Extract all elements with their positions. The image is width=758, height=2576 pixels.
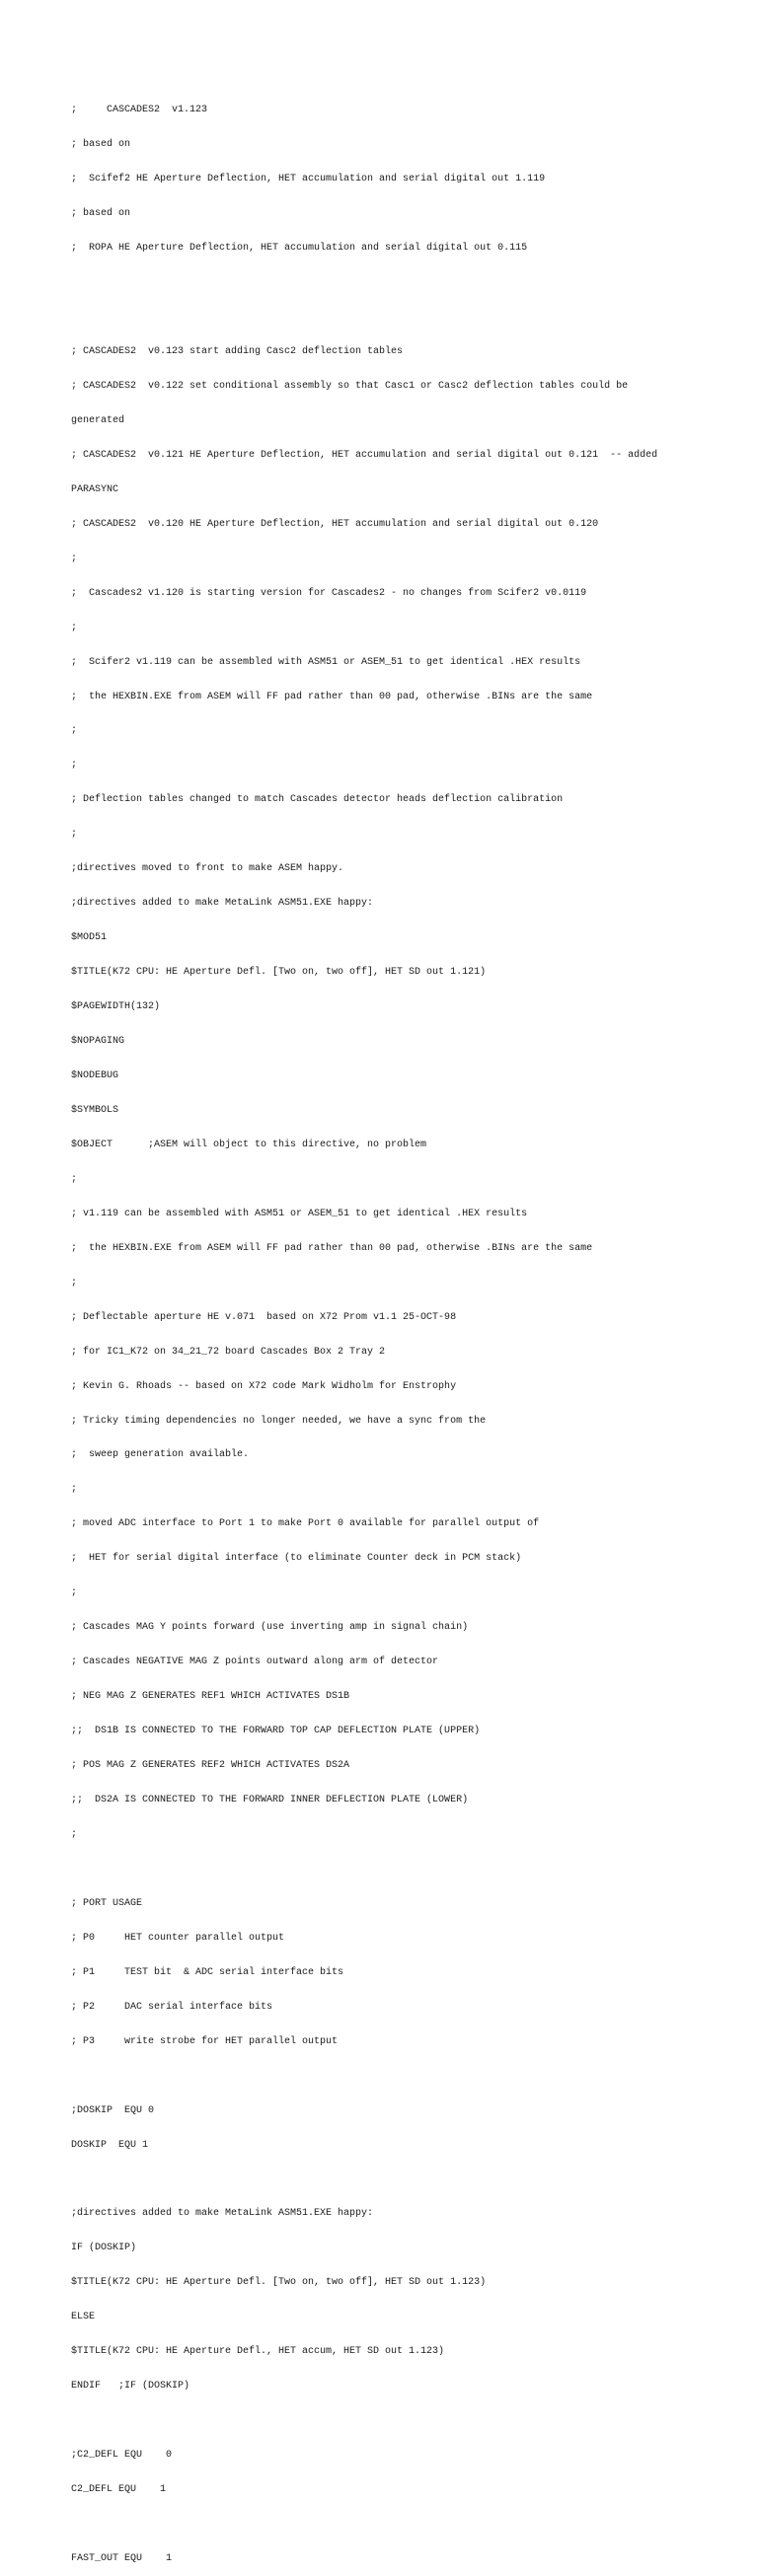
code-line: ; Scifer2 v1.119 can be assembled with ASM51 or ASEM_51 to get identical .HEX results <box>71 656 581 668</box>
code-line: ; Kevin G. Rhoads -- based on X72 code Mark Widholm for Enstrophy <box>71 1380 457 1392</box>
code-line: ; P2 DAC serial interface bits <box>71 2001 273 2013</box>
code-line <box>71 277 742 289</box>
code-line: ; NEG MAG Z GENERATES REF1 WHICH ACTIVATES DS1B <box>71 1691 350 1703</box>
code-line: DOSKIP EQU 1 <box>71 2139 149 2151</box>
code-line: ;directives moved to front to make ASEM happy. <box>71 863 344 875</box>
code-line: ; CASCADES2 v0.121 HE Aperture Deflection, HET accumulation and serial digital out 0.121 -- added <box>71 449 658 461</box>
code-line: ; v1.119 can be assembled with ASM51 or ASEM_51 to get identical .HEX results <box>71 1208 528 1219</box>
code-line: ; <box>71 622 78 633</box>
code-line: ;directives added to make MetaLink ASM51.EXE happy: <box>71 2208 374 2220</box>
code-line: ; for IC1_K72 on 34_21_72 board Cascades Box 2 Tray 2 <box>71 1346 386 1358</box>
code-line: ; based on <box>71 139 131 151</box>
code-line: ; <box>71 760 78 772</box>
code-line: ; <box>71 725 78 737</box>
code-line: ; Scifef2 HE Aperture Deflection, HET accumulation and serial digital out 1.119 <box>71 174 546 185</box>
code-line: ; HET for serial digital interface (to eliminate Counter deck in PCM stack) <box>71 1553 522 1565</box>
code-line: ; CASCADES2 v0.122 set conditional assembly so that Casc1 or Casc2 deflection tables could be <box>71 380 629 392</box>
code-line: ; Cascades NEGATIVE MAG Z points outward along arm of detector <box>71 1656 439 1668</box>
code-line: ; <box>71 1173 78 1185</box>
code-line: ; P3 write strobe for HET parallel output <box>71 2035 339 2047</box>
code-line: ; <box>71 829 78 841</box>
code-line: $PAGEWIDTH(132) <box>71 1001 161 1013</box>
code-line: FAST_OUT EQU 1 <box>71 2552 173 2564</box>
code-line: $TITLE(K72 CPU: HE Aperture Defl., HET accum, HET SD out 1.123) <box>71 2346 445 2358</box>
code-line: ;C2_DEFL EQU 0 <box>71 2450 173 2462</box>
code-line: ; CASCADES2 v1.123 <box>71 105 208 116</box>
code-line <box>71 2071 742 2083</box>
code-line: ;; DS1B IS CONNECTED TO THE FORWARD TOP CAP DEFLECTION PLATE (UPPER) <box>71 1726 481 1737</box>
code-line: $MOD51 <box>71 932 108 944</box>
code-line <box>71 2174 742 2186</box>
code-line <box>71 312 742 324</box>
code-line: ; ROPA HE Aperture Deflection, HET accumulation and serial digital out 0.115 <box>71 243 528 255</box>
code-line <box>71 1864 742 1876</box>
code-line: ; <box>71 1484 78 1496</box>
code-line: $TITLE(K72 CPU: HE Aperture Defl. [Two on, two off], HET SD out 1.121) <box>71 967 487 979</box>
code-line: ;; DS2A IS CONNECTED TO THE FORWARD INNER DEFLECTION PLATE (LOWER) <box>71 1795 469 1806</box>
code-line: ; the HEXBIN.EXE from ASEM will FF pad rather than 00 pad, otherwise .BINs are the same <box>71 1242 593 1254</box>
code-line: generated <box>71 414 125 426</box>
code-line: ; POS MAG Z GENERATES REF2 WHICH ACTIVATES DS2A <box>71 1760 350 1772</box>
code-line: ; based on <box>71 208 131 220</box>
code-line: ; <box>71 1277 78 1288</box>
code-line: ;directives added to make MetaLink ASM51.EXE happy: <box>71 898 374 910</box>
code-line: ; Cascades MAG Y points forward (use inverting amp in signal chain) <box>71 1622 469 1634</box>
code-line: ; CASCADES2 v0.123 start adding Casc2 deflection tables <box>71 345 404 357</box>
code-line: IF (DOSKIP) <box>71 2243 137 2254</box>
code-line: ; Deflection tables changed to match Cascades detector heads deflection calibration <box>71 794 564 806</box>
code-line: ; moved ADC interface to Port 1 to make Port 0 available for parallel output of <box>71 1518 540 1530</box>
code-line: ;DOSKIP EQU 0 <box>71 2104 155 2116</box>
code-line: ; <box>71 1587 78 1599</box>
code-line: ; sweep generation available. <box>71 1449 250 1461</box>
source-code-listing <box>71 82 742 2576</box>
code-line: ; PORT USAGE <box>71 1897 143 1909</box>
code-line: C2_DEFL EQU 1 <box>71 2484 167 2496</box>
code-line: ENDIF ;IF (DOSKIP) <box>71 2381 190 2392</box>
code-line: ; Tricky timing dependencies no longer needed, we have a sync from the <box>71 1415 487 1427</box>
code-line: $NODEBUG <box>71 1070 119 1081</box>
code-line: ; Cascades2 v1.120 is starting version for Cascades2 - no changes from Scifer2 v0.0119 <box>71 587 587 599</box>
code-line: ; P0 HET counter parallel output <box>71 1932 285 1944</box>
code-line: $TITLE(K72 CPU: HE Aperture Defl. [Two on, two off], HET SD out 1.123) <box>71 2277 487 2289</box>
code-line: ; <box>71 552 78 564</box>
code-line: ; CASCADES2 v0.120 HE Aperture Deflection, HET accumulation and serial digital out 0.120 <box>71 518 599 530</box>
code-line: ; <box>71 1828 78 1840</box>
code-line: $SYMBOLS <box>71 1104 119 1116</box>
code-line: ; P1 TEST bit & ADC serial interface bits <box>71 1966 344 1978</box>
code-line <box>71 2415 742 2427</box>
code-line: ; Deflectable aperture HE v.071 based on X72 Prom v1.1 25-OCT-98 <box>71 1311 457 1323</box>
code-line <box>71 2519 742 2531</box>
code-line: PARASYNC <box>71 483 119 495</box>
code-line: $NOPAGING <box>71 1036 125 1048</box>
code-line: $OBJECT ;ASEM will object to this directive, no problem <box>71 1139 427 1150</box>
code-line: ELSE <box>71 2312 96 2323</box>
code-line: ; the HEXBIN.EXE from ASEM will FF pad rather than 00 pad, otherwise .BINs are the same <box>71 691 593 702</box>
